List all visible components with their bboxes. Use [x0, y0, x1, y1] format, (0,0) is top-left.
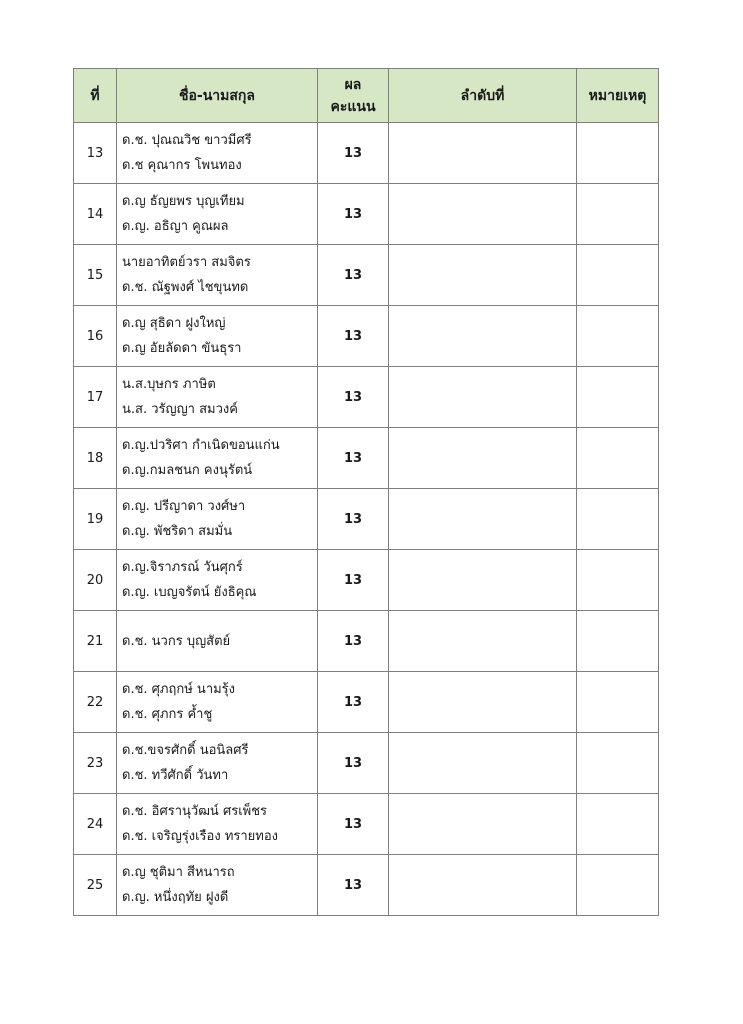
row-number: 20	[74, 550, 117, 611]
table-row	[74, 794, 659, 855]
row-number: 17	[74, 367, 117, 428]
names-cell	[117, 245, 318, 306]
note-cell	[577, 489, 659, 550]
table-row	[74, 428, 659, 489]
student-name: ด.ช. ปุณณวิช ขาวมีศรี	[122, 133, 252, 148]
names-cell	[117, 489, 318, 550]
row-number: 21	[74, 611, 117, 672]
score-cell: 13	[318, 489, 389, 550]
rank-cell	[389, 855, 577, 916]
note-cell	[577, 550, 659, 611]
names-cell	[117, 428, 318, 489]
rank-cell	[389, 123, 577, 184]
score-cell: 13	[318, 672, 389, 733]
score-cell: 13	[318, 855, 389, 916]
student-name: ด.ญ. พัชริดา สมมั่น	[122, 524, 233, 539]
rank-cell	[389, 367, 577, 428]
student-name: ด.ญ ชุติมา สีหนารถ	[122, 865, 235, 880]
student-name: ด.ญ อัยลัดดา ขันธุรา	[122, 341, 242, 356]
rank-cell	[389, 428, 577, 489]
table-row	[74, 123, 659, 184]
names-cell	[117, 184, 318, 245]
names-cell	[117, 306, 318, 367]
note-cell	[577, 611, 659, 672]
rank-cell	[389, 611, 577, 672]
header-score-line2: คะแนน	[330, 98, 376, 115]
rank-cell	[389, 489, 577, 550]
table-body	[74, 123, 659, 916]
note-cell	[577, 245, 659, 306]
rank-cell	[389, 733, 577, 794]
score-cell: 13	[318, 428, 389, 489]
student-name: ด.ช คุณากร โพนทอง	[122, 158, 242, 173]
rank-cell	[389, 550, 577, 611]
score-cell: 13	[318, 245, 389, 306]
note-cell	[577, 733, 659, 794]
student-name: ด.ญ. อธิญา คูณผล	[122, 219, 229, 234]
row-number: 15	[74, 245, 117, 306]
note-cell	[577, 855, 659, 916]
note-cell	[577, 794, 659, 855]
note-cell	[577, 367, 659, 428]
row-number: 16	[74, 306, 117, 367]
names-cell	[117, 733, 318, 794]
names-cell	[117, 794, 318, 855]
names-cell	[117, 611, 318, 672]
student-name: ด.ช. อิศรานุวัฒน์ ศรเพ็ชร	[122, 804, 268, 819]
results-table	[73, 68, 659, 916]
student-name: ด.ญ. หนึ่งฤทัย ฝูงดี	[122, 890, 229, 905]
header-score	[318, 69, 389, 123]
student-name: ด.ญ.จิราภรณ์ วันศุกร์	[122, 560, 243, 575]
score-cell: 13	[318, 794, 389, 855]
student-name: ด.ญ.ปวริศา กำเนิดขอนแก่น	[122, 438, 280, 453]
header-score-line1: ผล	[344, 76, 362, 93]
rank-cell	[389, 245, 577, 306]
header-no: ที่	[74, 69, 117, 123]
student-name: นายอาทิตย์วรา สมจิตร	[122, 255, 251, 270]
score-cell: 13	[318, 611, 389, 672]
table-row	[74, 489, 659, 550]
student-name: ด.ช. นวกร บุญสัตย์	[122, 633, 231, 649]
names-cell	[117, 367, 318, 428]
results-sheet	[73, 68, 658, 916]
row-number: 25	[74, 855, 117, 916]
names-cell	[117, 855, 318, 916]
score-cell: 13	[318, 367, 389, 428]
student-name: ด.ช. ทวีศักดิ์ วันทา	[122, 768, 229, 783]
score-cell: 13	[318, 123, 389, 184]
table-row	[74, 733, 659, 794]
names-cell	[117, 123, 318, 184]
student-name: น.ส. วรัญญา สมวงค์	[122, 402, 238, 417]
row-number: 13	[74, 123, 117, 184]
student-name: ด.ช. ณัฐพงศ์ ไชขุนทด	[122, 280, 249, 295]
note-cell	[577, 672, 659, 733]
header-rank: ลำดับที่	[389, 69, 577, 123]
table-row	[74, 306, 659, 367]
student-name: ด.ญ. เบญจรัตน์ ยังธิคุณ	[122, 585, 257, 600]
note-cell	[577, 428, 659, 489]
rank-cell	[389, 184, 577, 245]
student-name: ด.ญ สุธิดา ฝูงใหญ่	[122, 316, 226, 331]
header-note: หมายเหตุ	[577, 69, 659, 123]
score-cell: 13	[318, 733, 389, 794]
table-row	[74, 611, 659, 672]
table-row	[74, 245, 659, 306]
note-cell	[577, 306, 659, 367]
rank-cell	[389, 306, 577, 367]
student-name: ด.ญ ธัญยพร บุญเทียม	[122, 194, 245, 209]
table-row	[74, 672, 659, 733]
table-row	[74, 855, 659, 916]
table-row	[74, 367, 659, 428]
row-number: 14	[74, 184, 117, 245]
row-number: 24	[74, 794, 117, 855]
header-row	[74, 69, 659, 123]
row-number: 18	[74, 428, 117, 489]
score-cell: 13	[318, 550, 389, 611]
student-name: ด.ญ. ปรีญาดา วงศ์ษา	[122, 499, 246, 514]
row-number: 23	[74, 733, 117, 794]
score-cell: 13	[318, 184, 389, 245]
row-number: 19	[74, 489, 117, 550]
header-name: ชื่อ-นามสกุล	[117, 69, 318, 123]
student-name: ด.ช. ศุภฤกษ์ นามรุ้ง	[122, 682, 236, 697]
student-name: ด.ญ.กมลชนก คงนุรัตน์	[122, 463, 253, 478]
names-cell	[117, 672, 318, 733]
student-name: น.ส.บุษกร ภาษิต	[122, 377, 216, 392]
student-name: ด.ช. เจริญรุ่งเรือง ทรายทอง	[122, 829, 279, 844]
row-number: 22	[74, 672, 117, 733]
student-name: ด.ช. ศุภกร ค้ำชู	[122, 707, 213, 722]
rank-cell	[389, 672, 577, 733]
note-cell	[577, 123, 659, 184]
table-row	[74, 550, 659, 611]
table-row	[74, 184, 659, 245]
student-name: ด.ช.ขจรศักดิ์ นอนิลศรี	[122, 743, 249, 758]
names-cell	[117, 550, 318, 611]
note-cell	[577, 184, 659, 245]
rank-cell	[389, 794, 577, 855]
score-cell: 13	[318, 306, 389, 367]
